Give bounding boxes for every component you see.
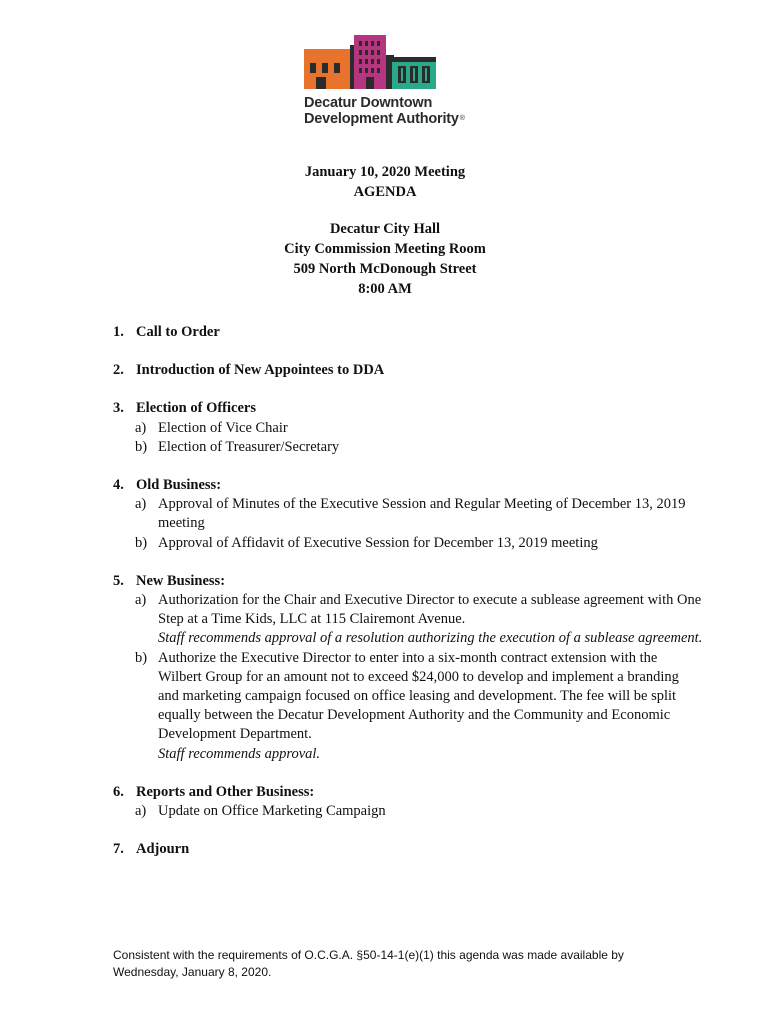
agenda-item-label: Old Business: <box>136 477 222 494</box>
agenda-item-number: 3. <box>113 400 124 417</box>
subitem-text: Approval of Minutes of the Executive Session and Regular Meeting of December 13, 2019 meeting <box>158 496 686 532</box>
subitem-text: Election of Treasurer/Secretary <box>158 438 340 455</box>
meeting-time: 8:00 AM <box>358 281 412 297</box>
meeting-header <box>0 162 770 299</box>
agenda-item-label: Call to Order <box>136 324 220 340</box>
agenda-title: AGENDA <box>353 184 417 200</box>
dda-logo <box>302 33 472 128</box>
agenda-item-number: 1. <box>113 324 124 340</box>
agenda-item-number: 4. <box>113 477 124 494</box>
agenda-list <box>113 323 703 859</box>
subitem-text: Approval of Affidavit of Executive Session for December 13, 2019 meeting <box>158 534 598 551</box>
subitem-letter: a) <box>135 592 147 609</box>
subitem-letter: a) <box>135 803 147 820</box>
venue-room: City Commission Meeting Room <box>284 241 486 257</box>
agenda-subitem <box>113 802 703 821</box>
logo-line-1: Decatur Downtown <box>304 95 433 111</box>
subitem-letter: a) <box>135 496 147 513</box>
subitem-text: Authorization for the Chair and Executive Director to execute a sublease agreement with One Step at a Time Kids, LLC at 115 Clairemont Avenue. <box>158 592 702 628</box>
agenda-item <box>113 840 703 859</box>
agenda-item-label: Adjourn <box>136 841 190 858</box>
staff-recommendation: Staff recommends approval. <box>158 745 321 762</box>
agenda-item <box>113 323 703 342</box>
agenda-subitem <box>113 438 703 457</box>
agenda-item <box>113 361 703 380</box>
subitem-letter: b) <box>135 534 148 551</box>
logo-line-2 <box>304 111 465 127</box>
agenda-item-title <box>113 399 703 418</box>
agenda-item-title <box>113 361 703 380</box>
agenda-item <box>113 572 703 764</box>
subitem-text: Authorize the Executive Director to enter into a six-month contract extension with the Wilbert Group for an amount not to exceed $24,000 to develop and implement a branding and marketing campaign focused on office leasing and development. The fee will be split equally between the Decatur Development Authority and the Community and Economic Development Department. <box>158 649 679 743</box>
agenda-item-title <box>113 476 703 495</box>
agenda-item-number: 7. <box>113 841 124 858</box>
agenda-subitem <box>113 649 703 764</box>
buildings-logo-graphic <box>302 33 442 93</box>
logo-line-2-text: Development Authority <box>304 111 459 127</box>
registered-mark: ® <box>459 115 465 122</box>
agenda-item <box>113 399 703 457</box>
agenda-subitem <box>113 495 703 533</box>
subitem-text: Update on Office Marketing Campaign <box>158 803 386 820</box>
logo-wordmark <box>304 95 465 127</box>
ocga-notice: Consistent with the requirements of O.C.G.A. §50-14-1(e)(1) this agenda was made available by Wednesday, January 8, 2020. <box>113 948 624 979</box>
agenda-item <box>113 476 703 553</box>
agenda-item-number: 5. <box>113 572 124 589</box>
agenda-item-title <box>113 840 703 859</box>
agenda-item-label: Election of Officers <box>136 400 256 417</box>
agenda-item-number: 6. <box>113 783 124 800</box>
agenda-item-label: Introduction of New Appointees to DDA <box>136 362 385 379</box>
staff-recommendation: Staff recommends approval of a resolution authorizing the execution of a sublease agreement. <box>158 630 703 647</box>
venue-name: Decatur City Hall <box>329 221 441 237</box>
venue-address: 509 North McDonough Street <box>293 261 477 277</box>
agenda-item-title <box>113 783 703 802</box>
subitem-letter: b) <box>135 438 148 455</box>
agenda-item-number: 2. <box>113 362 124 379</box>
subitem-letter: b) <box>135 649 148 666</box>
agenda-subitem <box>113 591 703 649</box>
agenda-item-title <box>113 572 703 591</box>
agenda-subitem <box>113 419 703 438</box>
subitem-text: Election of Vice Chair <box>158 419 288 436</box>
agenda-item-label: New Business: <box>136 572 226 589</box>
agenda-item-label: Reports and Other Business: <box>136 783 315 800</box>
agenda-subitem <box>113 534 703 553</box>
subitem-letter: a) <box>135 419 147 436</box>
agenda-item <box>113 783 703 821</box>
agenda-item-title <box>113 323 703 342</box>
meeting-date: January 10, 2020 Meeting <box>304 164 466 180</box>
